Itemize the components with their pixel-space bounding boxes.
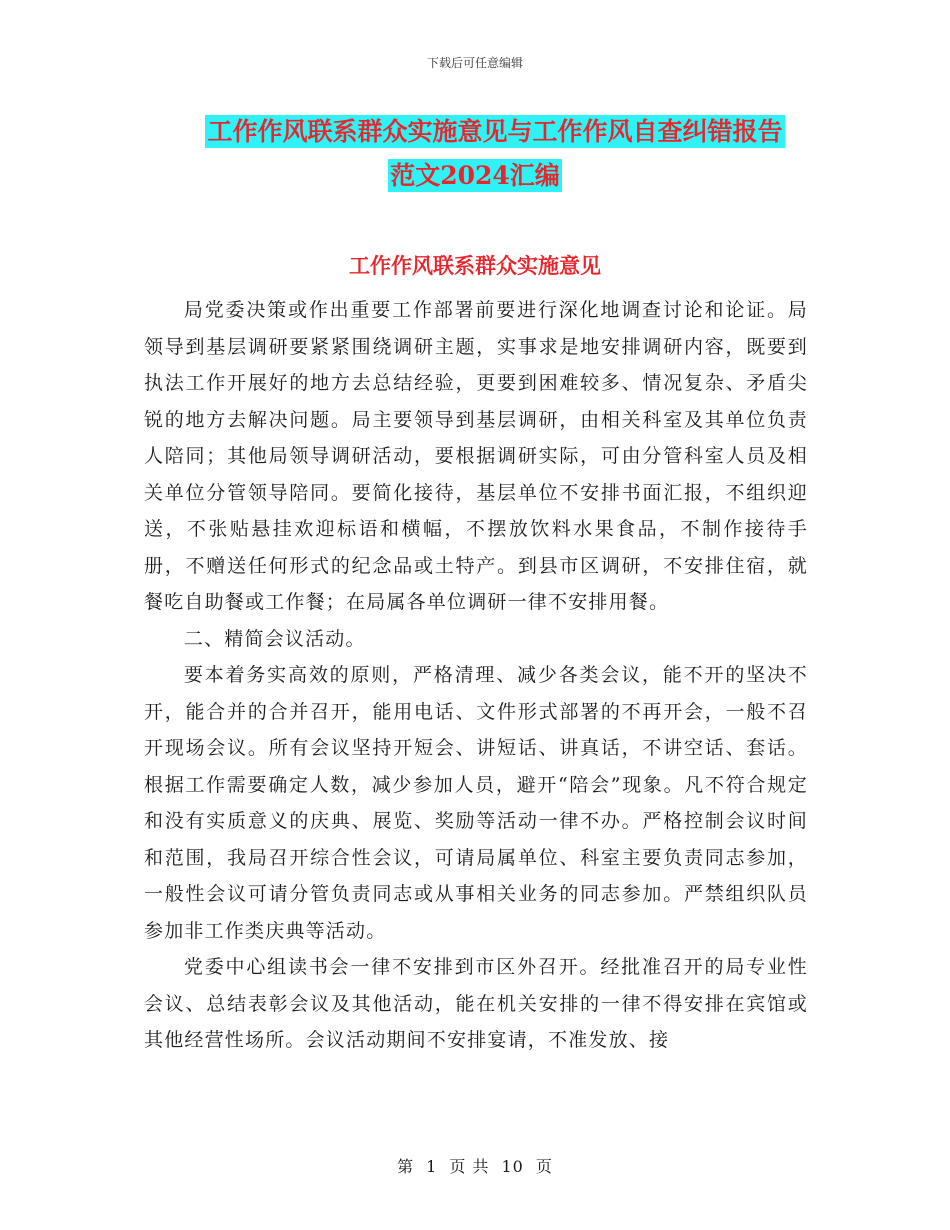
document-title-line-2 bbox=[0, 156, 950, 192]
paragraph: 二、精简会议活动。 bbox=[183, 627, 366, 650]
paragraph: 党委中心组读书会一律不安排到市区外召开。经批准召开的局专业性会议、总结表彰会议及其他活动，能在机关安排的一律不得安排在宾馆或其他经营性场所。会议活动期间不安排宴请，不准发放、接 bbox=[144, 956, 808, 1051]
paragraph: 要本着务实高效的原则，严格清理、减少各类会议，能不开的坚决不开，能合并的合并召开，能用电话、文件形式部署的不再开会，一般不召开现场会议。所有会议坚持开短会、讲短话、讲真话，不讲空话、套话。根据工作需要确定人数，减少参加人员，避开“陪会”现象。凡不符合规定和没有实质意义的庆典、展览、奖励等活动一律不办。严格控制会议时间和范围，我局召开综合性会议，可请局属单位、科室主要负责同志参加，一般性会议可请分管负责同志或从事相关业务的同志参加。严禁组织队员参加非工作类庆典等活动。 bbox=[144, 664, 808, 942]
paragraph: 局党委决策或作出重要工作部署前要进行深化地调查讨论和论证。局领导到基层调研要紧紧围绕调研主题，实事求是地安排调研内容，既要到执法工作开展好的地方去总结经验，更要到困难较多、情况复杂、矛盾尖锐的地方去解决问题。局主要领导到基层调研，由相关科室及其单位负责人陪同；其他局领导调研活动，要根据调研实际，可由分管科室人员及相关单位分管领导陪同。要简化接待，基层单位不安排书面汇报，不组织迎送，不张贴悬挂欢迎标语和横幅，不摆放饮料水果食品，不制作接待手册，不赠送任何形式的纪念品或土特产。到县市区调研，不安排住宿，就餐吃自助餐或工作餐；在局属各单位调研一律不安排用餐。 bbox=[144, 299, 808, 613]
footer-suffix: 页 bbox=[535, 1157, 553, 1176]
footer-middle: 页 共 bbox=[449, 1157, 490, 1176]
total-page-number: 10 bbox=[501, 1157, 524, 1176]
section-title: 工作作风联系群众实施意见 bbox=[349, 253, 601, 278]
page-footer bbox=[0, 1154, 950, 1177]
current-page-number: 1 bbox=[426, 1157, 438, 1176]
document-title-line-1 bbox=[0, 112, 950, 148]
document-body bbox=[144, 292, 808, 1059]
footer-prefix: 第 bbox=[397, 1157, 415, 1176]
document-title-text-2: 范文2024汇编 bbox=[390, 161, 560, 190]
header-note: 下载后可任意编辑 bbox=[426, 56, 523, 70]
document-title-text-1: 工作作风联系群众实施意见与工作作风自查纠错报告 bbox=[207, 117, 783, 146]
